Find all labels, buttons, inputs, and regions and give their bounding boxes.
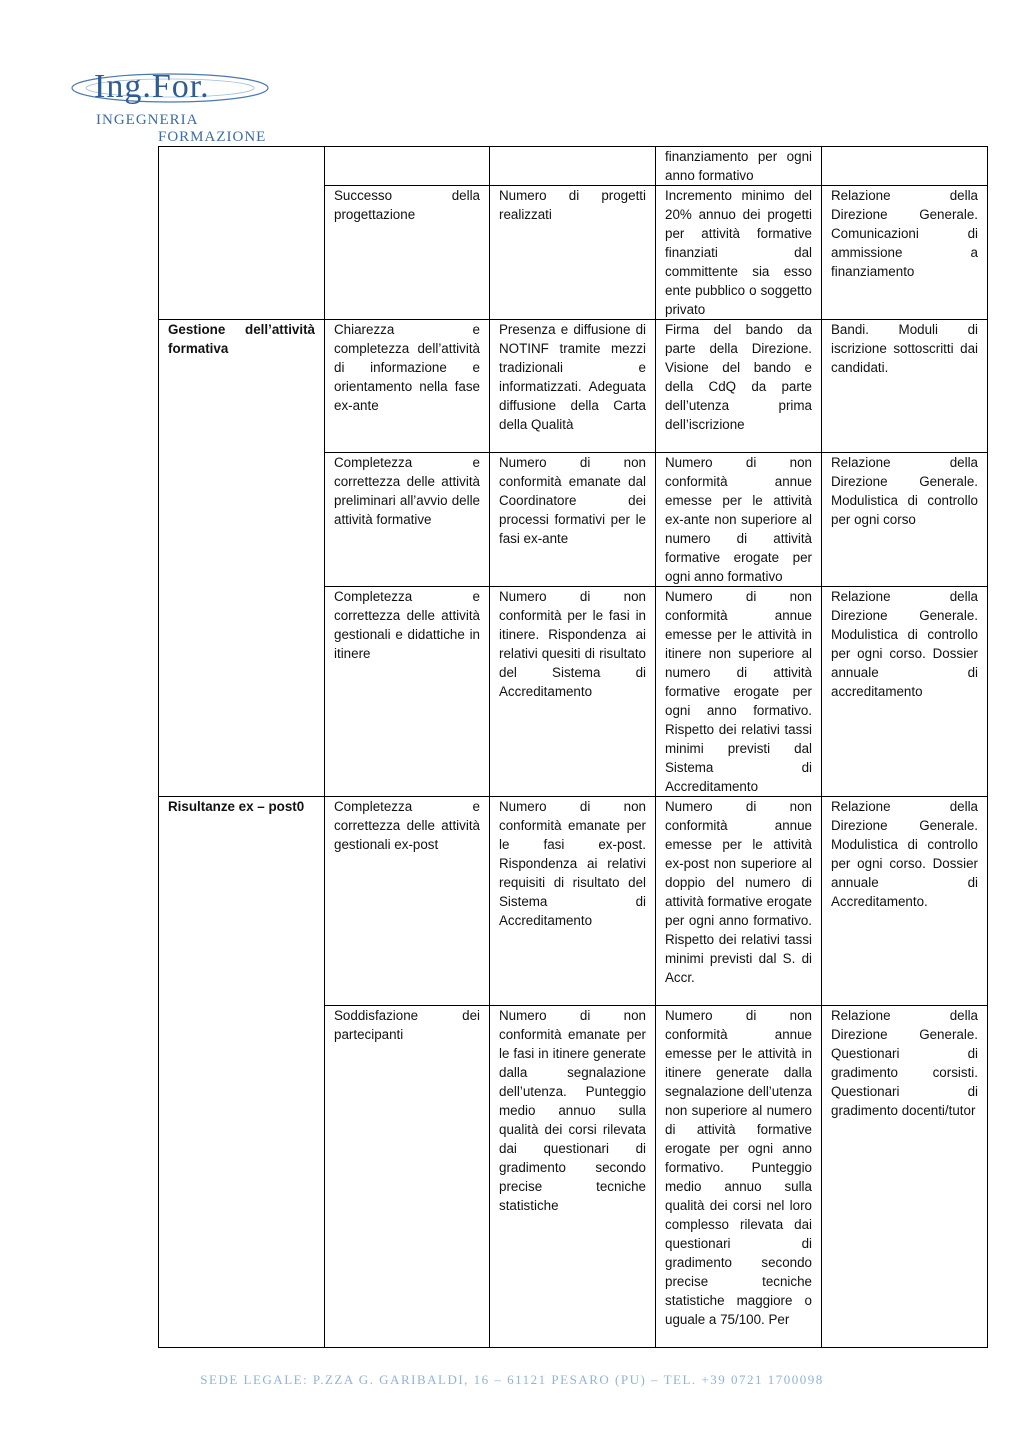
area-cell bbox=[159, 453, 325, 587]
logo-subtitle-ingegneria: INGEGNERIA bbox=[96, 112, 199, 128]
factor-cell bbox=[325, 147, 490, 186]
table-row bbox=[159, 1006, 988, 1348]
logo-subtitle-formazione: FORMAZIONE bbox=[158, 129, 267, 145]
standard-cell: Numero di non conformità annue emesse per le attività in itinere non superiore al numero di attività formative erogate per ogni anno formativo. Rispetto dei relativi tassi minimi previsti dal Sistema di Accreditamento bbox=[656, 587, 822, 797]
factor-cell: Completezza e correttezza delle attività preliminari all’avvio delle attività formative bbox=[325, 453, 490, 587]
document-cell bbox=[822, 147, 988, 186]
table-row bbox=[159, 320, 988, 453]
document-cell: Relazione della Direzione Generale. Modulistica di controllo per ogni corso bbox=[822, 453, 988, 587]
indicator-cell: Numero di non conformità emanate per le fasi ex-post. Rispondenza ai relativi requisiti di risultato del Sistema di Accreditamento bbox=[490, 797, 656, 1006]
indicator-cell: Numero di non conformità emanate dal Coordinatore dei processi formativi per le fasi ex-ante bbox=[490, 453, 656, 587]
indicator-cell: Numero di progetti realizzati bbox=[490, 186, 656, 320]
standard-cell: Numero di non conformità annue emesse per le attività ex-post non superiore al doppio del numero di attività formative erogate per ogni anno formativo. Rispetto dei relativi tassi minimi previsti dal S. di Accr. bbox=[656, 797, 822, 1006]
area-cell: Gestione dell’attività formativa bbox=[159, 320, 325, 453]
factor-cell: Completezza e correttezza delle attività gestionali e didattiche in itinere bbox=[325, 587, 490, 797]
indicator-cell: Numero di non conformità emanate per le fasi in itinere generate dalla segnalazione dell’utenza. Punteggio medio annuo sulla qualità dei corsi rilevata dai questionari di gradimento secondo precise tecniche statistiche bbox=[490, 1006, 656, 1348]
factor-cell: Completezza e correttezza delle attività gestionali ex-post bbox=[325, 797, 490, 1006]
factor-cell: Soddisfazione dei partecipanti bbox=[325, 1006, 490, 1348]
area-cell bbox=[159, 1006, 325, 1348]
factor-cell: Chiarezza e completezza dell’attività di informazione e orientamento nella fase ex-ante bbox=[325, 320, 490, 453]
indicator-cell: Numero di non conformità per le fasi in itinere. Rispondenza ai relativi quesiti di risultato del Sistema di Accreditamento bbox=[490, 587, 656, 797]
document-cell: Relazione della Direzione Generale. Questionari di gradimento corsisti. Questionari di gradimento docenti/tutor bbox=[822, 1006, 988, 1348]
table-row bbox=[159, 147, 988, 186]
table-row bbox=[159, 186, 988, 320]
document-cell: Relazione della Direzione Generale. Modulistica di controllo per ogni corso. Dossier annuale di accreditamento bbox=[822, 587, 988, 797]
area-cell bbox=[159, 147, 325, 186]
area-cell bbox=[159, 587, 325, 797]
standard-cell: Numero di non conformità annue emesse per le attività in itinere generate dalla segnalazione dell’utenza non superiore al numero di attività formative erogate per ogni anno formativo. Punteggio medio annuo sulla qualità dei corsi nel loro complesso rilevata dai questionari di gradimento secondo precise tecniche statistiche maggiore o uguale a 75/100. Per bbox=[656, 1006, 822, 1348]
table-row bbox=[159, 797, 988, 1006]
company-logo bbox=[70, 60, 330, 150]
indicator-cell: Presenza e diffusione di NOTINF tramite mezzi tradizionali e informatizzati. Adeguata diffusione della Carta della Qualità bbox=[490, 320, 656, 453]
standard-cell: Incremento minimo del 20% annuo dei progetti per attività formative finanziati dal committente sia esso ente pubblico o soggetto privato bbox=[656, 186, 822, 320]
table-row bbox=[159, 587, 988, 797]
table-row bbox=[159, 453, 988, 587]
indicator-cell bbox=[490, 147, 656, 186]
footer-address: SEDE LEGALE: P.ZZA G. GARIBALDI, 16 – 61121 PESARO (PU) – TEL. +39 0721 1700098 bbox=[200, 1372, 824, 1387]
document-cell: Relazione della Direzione Generale. Modulistica di controllo per ogni corso. Dossier annuale di Accreditamento. bbox=[822, 797, 988, 1006]
quality-indicators-table bbox=[158, 146, 988, 1348]
document-cell: Relazione della Direzione Generale. Comunicazioni di ammissione a finanziamento bbox=[822, 186, 988, 320]
factor-cell: Successo della progettazione bbox=[325, 186, 490, 320]
document-cell: Bandi. Moduli di iscrizione sottoscritti dai candidati. bbox=[822, 320, 988, 453]
standard-cell: Firma del bando da parte della Direzione. Visione del bando e della CdQ da parte dell’utenza prima dell’iscrizione bbox=[656, 320, 822, 453]
area-cell: Risultanze ex – post0 bbox=[159, 797, 325, 1006]
standard-cell: finanziamento per ogni anno formativo bbox=[656, 147, 822, 186]
standard-cell: Numero di non conformità annue emesse per le attività ex-ante non superiore al numero di attività formative erogate per ogni anno formativo bbox=[656, 453, 822, 587]
logo-wordmark: Ing.For. bbox=[94, 68, 210, 105]
area-cell bbox=[159, 186, 325, 320]
